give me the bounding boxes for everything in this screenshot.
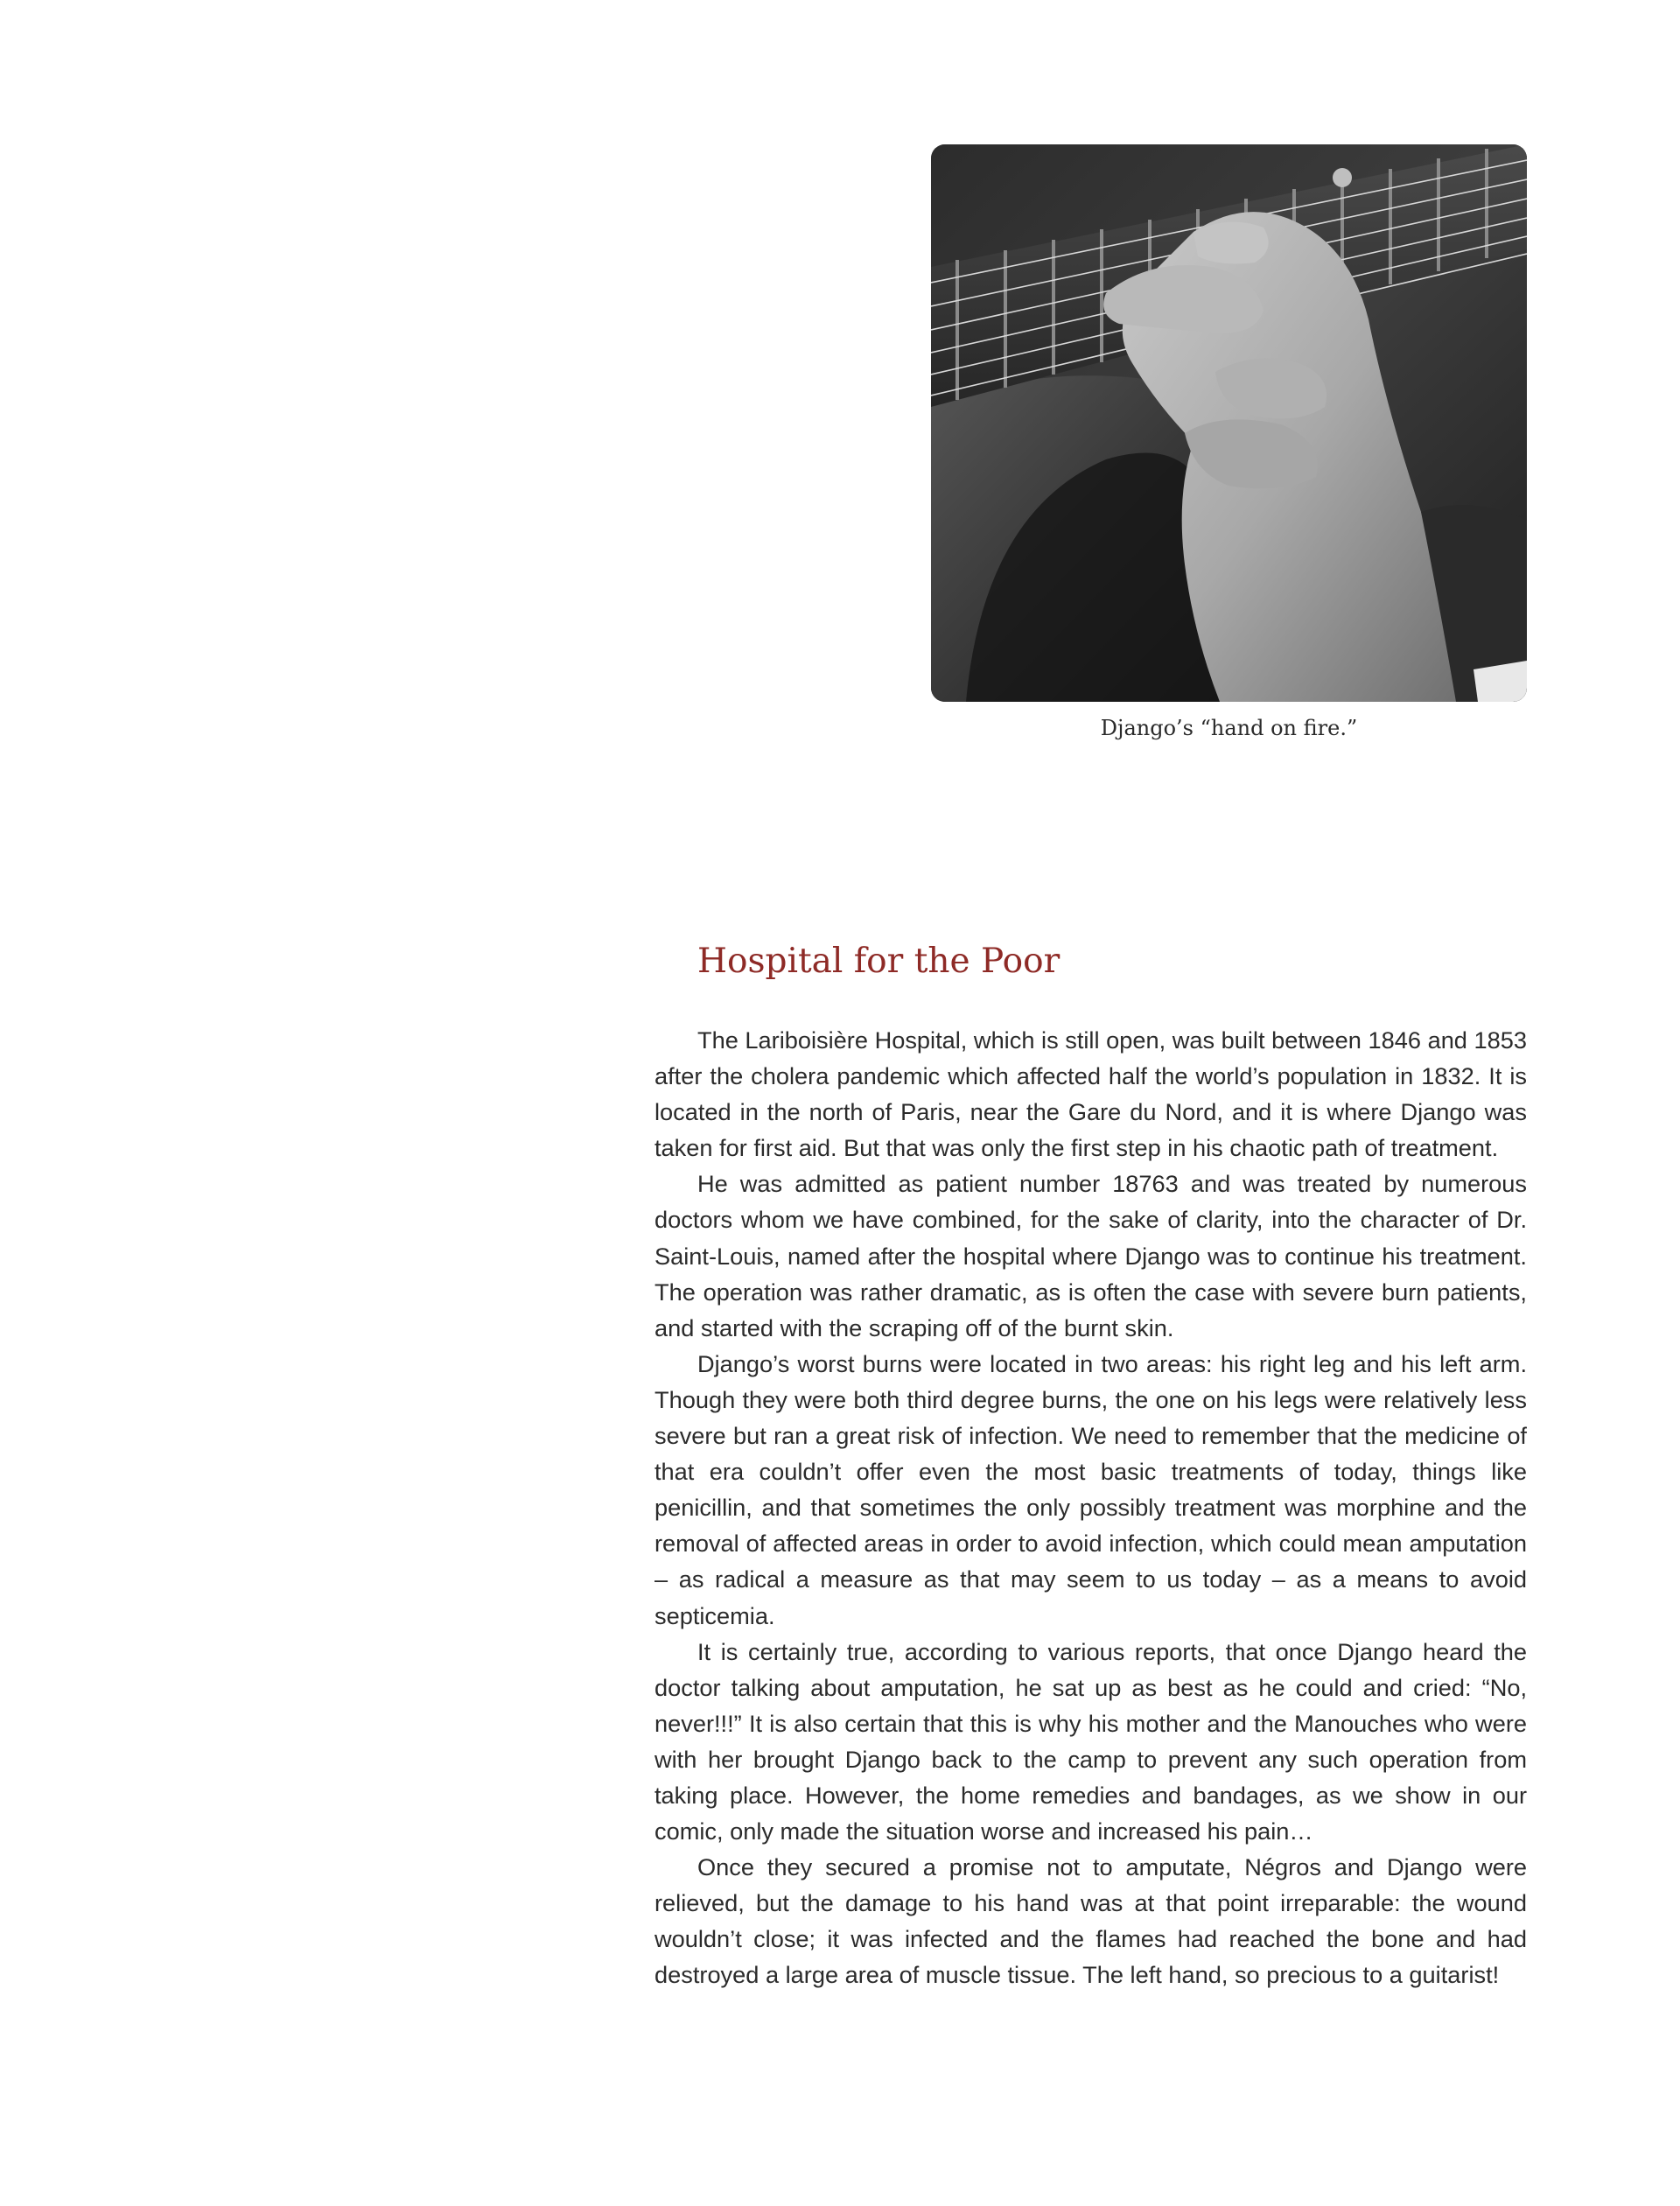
section-heading: Hospital for the Poor (697, 942, 1060, 981)
article (654, 935, 1527, 1993)
paragraph: It is certainly true, according to various reports, that once Django heard the doctor talking about amputation, he sat up as best as he could and cried: “No, never!!!” It is also certain that this is why his mother and the Manouches who were with her brought Django back to the camp to prevent any such operation from taking place. However, the home remedies and bandages, as we show in our comic, only made the situation worse and increased his pain… (654, 1637, 1527, 1845)
paragraph: Once they secured a promise not to amputate, Négros and Django were relieved, but the damage to his hand was at that point irreparable: the wound wouldn’t close; it was infected and the flames had reached the bone and had destroyed a large area of muscle tissue. The left hand, so precious to a guitarist! (654, 1853, 1527, 1989)
paragraph: The Lariboisière Hospital, which is still open, was built between 1846 and 1853 after the cholera pandemic which affected half the world’s population in 1832. It is located in the north of Paris, near the Gare du Nord, and it is where Django was taken for first aid. But that was only the first step in his chaotic path of treatment. (654, 1026, 1527, 1162)
paragraph: Django’s worst burns were located in two areas: his right leg and his left arm. Though they were both third degree burns, the one on his legs were relatively less severe but ran a great risk of infection. We need to remember that the medicine of that era couldn’t offer even the most basic treatments of today, things like penicillin, and that sometimes the only possibly treatment was morphine and the removal of affected areas in order to avoid infection, which could mean amputation – as radical a measure as that may seem to us today – as a means to avoid septicemia. (654, 1349, 1527, 1629)
paragraph: He was admitted as patient number 18763 and was treated by numerous doctors whom we have combined, for the sake of clarity, into the character of Dr. Saint-Louis, named after the hospital where Django was to continue his treatment. The operation was rather dramatic, as is often the case with severe burn patients, and started with the scraping off of the burnt skin. (654, 1170, 1527, 1341)
photo-caption: Django’s “hand on fire.” (1100, 716, 1358, 740)
hand-on-guitar-illustration (931, 144, 1527, 702)
guitar-hand-photo (931, 144, 1527, 702)
